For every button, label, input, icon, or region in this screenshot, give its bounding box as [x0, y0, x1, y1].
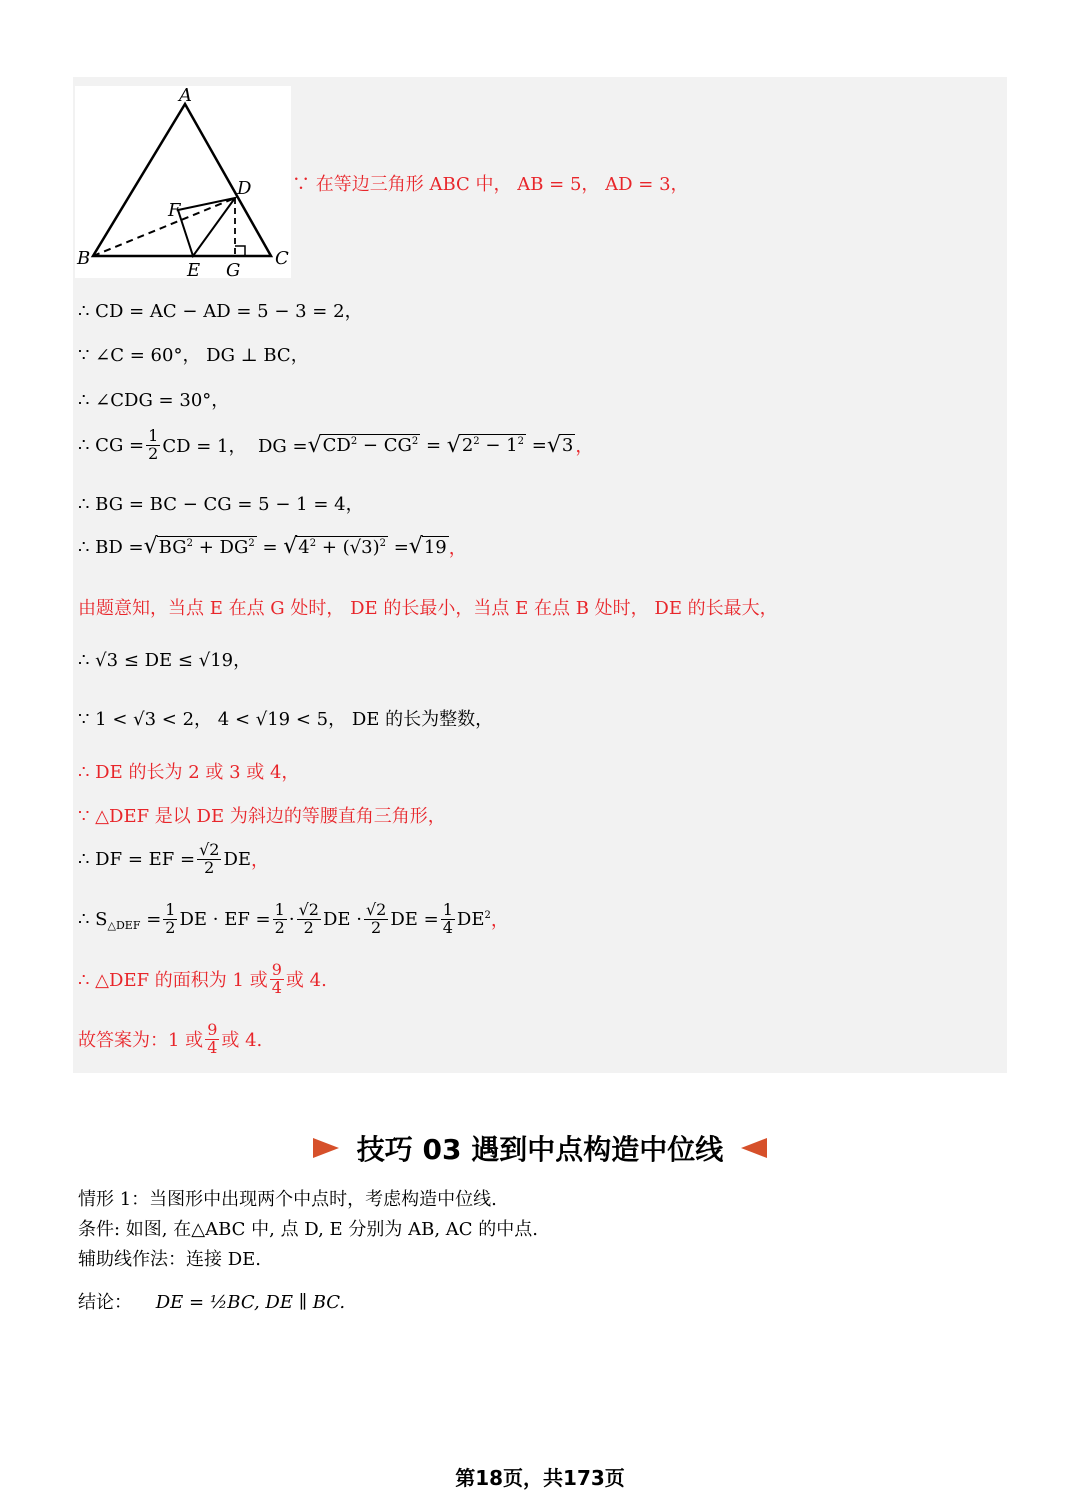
section-title — [0, 1128, 1080, 1168]
case-text: 情形 1：当图形中出现两个中点时，考虑构造中位线. — [78, 1189, 497, 1210]
right-arrow-icon — [313, 1138, 339, 1158]
page-footer: 第18页，共173页 — [455, 1466, 625, 1490]
step-de-values: ∴ DE 的长为 2 或 3 或 4， — [78, 762, 300, 783]
step-cg: ∴ CG = $\frac{1}{2}$ CD = 1， DG = √ $CD^2 - CG^2$ = √ $2^2 - 1^2$ = √ 3 ， — [78, 426, 594, 463]
triangle-diagram — [75, 86, 291, 278]
left-arrow-icon — [741, 1138, 767, 1158]
step-df-prefix: ∴ DF = EF = — [78, 848, 196, 870]
step-area-formula: ∴ S △DEF = $\frac{1}{2}$ DE · EF = $\frac{1}{2}$ · $\frac{√2}{2}$ DE · $\frac{√2}{2}$ DE = $\frac{1}{4}$ $DE^2$ ， — [78, 900, 509, 937]
step-bd-prefix: ∴ BD = — [78, 536, 144, 558]
step-bg: ∴ BG = BC − CG = 5 − 1 = 4， — [78, 494, 364, 515]
triangle-figure — [75, 86, 291, 278]
label-e: E — [187, 260, 201, 278]
fraction-root2-over-2: $\frac{√2}{2}$ — [199, 840, 220, 877]
step-bd: ∴ BD = √ $BG^2 + DG^2$ = √ $4^2 + (√3)^2$ = √ 19 ， — [78, 534, 467, 560]
label-g: G — [226, 260, 241, 278]
section-title-text: 技巧 03 遇到中点构造中位线 — [356, 1133, 724, 1166]
step-area-prefix: ∴ S — [78, 908, 108, 930]
step-area-result: ∴ △DEF 的面积为 1 或 $\frac{9}{4}$ 或 4. — [78, 960, 327, 997]
label-d: D — [237, 178, 252, 199]
label-b: B — [77, 248, 91, 269]
given-line: ∵ 在等边三角形 ABC 中， AB = 5， AD = 3， — [292, 174, 689, 195]
label-f: F — [168, 200, 181, 221]
answer-line: 故答案为：1 或 $\frac{9}{4}$ 或 4. — [78, 1020, 263, 1057]
label-c: C — [275, 248, 289, 269]
condition-text: 条件: 如图, 在△ABC 中, 点 D, E 分别为 AB, AC 的中点. — [78, 1219, 538, 1240]
step-cd: ∴ CD = AC − AD = 5 − 3 = 2， — [78, 301, 363, 322]
label-a: A — [179, 86, 192, 106]
fraction-half: $\frac{1}{2}$ — [148, 426, 159, 463]
step-range: ∴ √3 ≤ DE ≤ √19， — [78, 650, 252, 671]
conclusion-line — [78, 1288, 345, 1314]
answer-text: 故答案为：1 或 — [78, 1030, 204, 1052]
conclusion-label: 结论： — [78, 1292, 132, 1313]
step-angle-c: ∵ ∠C = 60°， DG ⊥ BC， — [78, 345, 309, 366]
step-analysis: 由题意知，当点 E 在点 G 处时， DE 的长最小，当点 E 在点 B 处时， DE 的长最大， — [78, 598, 778, 619]
step-integer: ∵ 1 < √3 < 2， 4 < √19 < 5， DE 的长为整数， — [78, 709, 494, 730]
step-cg-prefix: ∴ CG = — [78, 434, 145, 456]
conclusion-formula: DE = ½BC, DE ∥ BC. — [155, 1292, 346, 1313]
step-isosceles: ∵ △DEF 是以 DE 为斜边的等腰直角三角形， — [78, 806, 446, 827]
step-df-ef: ∴ DF = EF = $\frac{√2}{2}$ DE ， — [78, 840, 270, 877]
aux-text: 辅助线作法：连接 DE. — [78, 1249, 262, 1270]
step-area-result-text: ∴ △DEF 的面积为 1 或 — [78, 970, 268, 992]
step-angle-cdg: ∴ ∠CDG = 30°， — [78, 390, 230, 411]
